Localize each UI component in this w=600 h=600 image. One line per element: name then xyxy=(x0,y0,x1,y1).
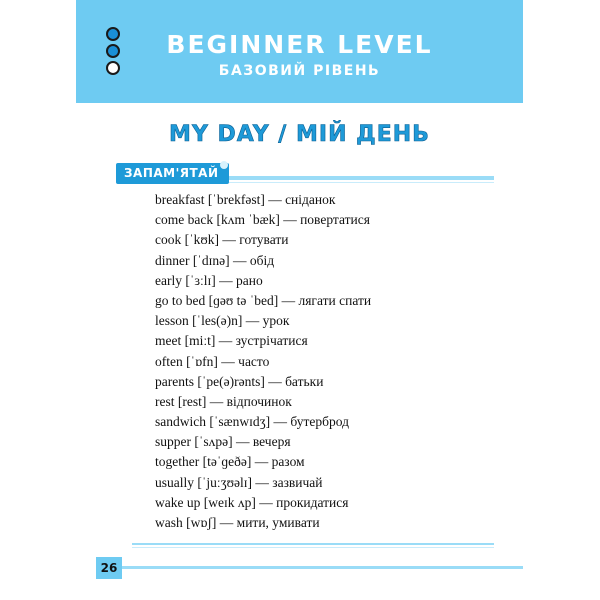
vocabulary-list xyxy=(155,190,371,533)
level-title-ua: БАЗОВИЙ РІВЕНЬ xyxy=(218,63,381,79)
vocab-item: dinner [ˈdɪnə] — обід xyxy=(155,252,275,268)
section-divider xyxy=(132,543,494,545)
vocab-item: rest [rest] — відпочинок xyxy=(155,393,292,409)
vocab-item: parents [ˈpe(ə)rənts] — батьки xyxy=(155,373,324,389)
section-divider-thin xyxy=(132,547,494,548)
vocab-item: often [ˈɒfn] — часто xyxy=(155,353,270,369)
vocab-item: together [təˈɡeðə] — разом xyxy=(155,454,305,470)
level-title-en: BEGINNER LEVEL xyxy=(166,30,433,59)
pin-icon xyxy=(220,161,228,169)
vocab-item: wake up [weɪk ʌp] — прокидатися xyxy=(155,494,349,510)
vocab-item: usually [ˈjuːʒʊəlɪ] — зазвичай xyxy=(155,474,323,490)
vocab-item: breakfast [ˈbrekfəst] — сніданок xyxy=(155,192,336,207)
remember-tag: ЗАПАМ'ЯТАЙ xyxy=(116,163,229,184)
level-header xyxy=(76,0,523,103)
vocab-item: come back [kʌm ˈbæk] — повертатися xyxy=(155,212,370,228)
vocab-item: sandwich [ˈsænwɪdʒ] — бутерброд xyxy=(155,414,349,430)
vocab-item: supper [ˈsʌpə] — вечеря xyxy=(155,434,291,450)
page-title: MY DAY / МІЙ ДЕНЬ xyxy=(169,122,430,147)
vocab-item: lesson [ˈles(ə)n] — урок xyxy=(155,313,290,329)
page-number: 26 xyxy=(96,557,122,579)
vocab-item: cook [ˈkʊk] — готувати xyxy=(155,232,289,248)
footer-line xyxy=(122,566,523,569)
vocab-item: go to bed [ɡəʊ tə ˈbed] — лягати спати xyxy=(155,292,372,308)
vocab-item: wash [wɒʃ] — мити, умивати xyxy=(155,515,320,530)
vocab-item: meet [miːt] — зустрічатися xyxy=(155,333,308,349)
vocab-item: early [ˈɜːlɪ] — рано xyxy=(155,272,263,288)
